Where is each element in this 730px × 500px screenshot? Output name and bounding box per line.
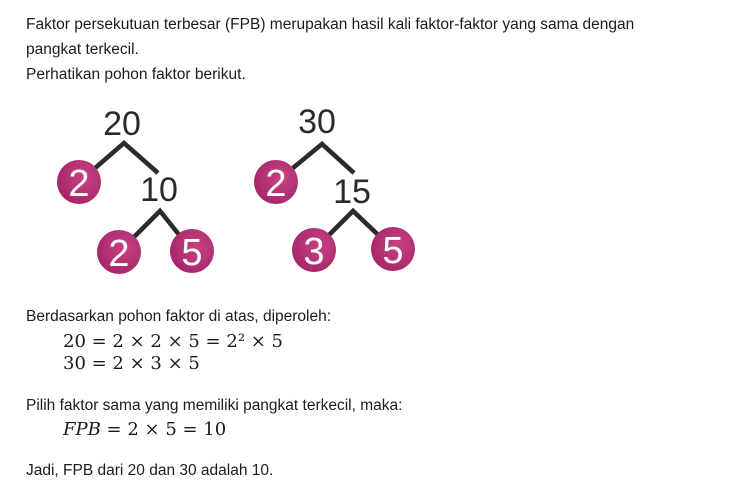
intro-line-definition-1: Faktor persekutuan terbesar (FPB) merupakan hasil kali faktor-faktor yang sama dengan [26, 16, 635, 33]
composite-number-label: 15 [333, 173, 371, 211]
final-statement: Jadi, FPB dari 20 dan 30 adalah 10. [26, 462, 274, 479]
composite-number-label: 10 [140, 171, 178, 209]
intro-line-instruction: Perhatikan pohon faktor berikut. [26, 66, 246, 83]
prime-factor-value: 3 [303, 231, 325, 273]
composite-number-label: 30 [298, 103, 336, 141]
composite-number-label: 20 [103, 105, 141, 143]
prime-factor-value: 5 [382, 230, 404, 272]
fpb-equation [63, 418, 226, 442]
intro-line-definition-2: pangkat terkecil. [26, 41, 139, 58]
prime-factor-value: 5 [181, 232, 203, 274]
factorization-of-30: 30 = 2 × 3 × 5 [63, 353, 200, 374]
factorization-of-20: 20 = 2 × 2 × 5 = 2² × 5 [63, 331, 284, 352]
intro-text [26, 12, 634, 87]
fpb-equation-value: = 2 × 5 = 10 [100, 419, 227, 440]
factor-tree-20 [57, 105, 214, 275]
fpb-symbol: FPB [63, 419, 101, 440]
selection-instruction: Pilih faktor sama yang memiliki pangkat terkecil, maka: [26, 397, 403, 414]
prime-factor-value: 2 [265, 163, 287, 205]
derivation-heading: Berdasarkan pohon faktor di atas, diperoleh: [26, 308, 332, 325]
factor-tree-30 [254, 103, 415, 273]
prime-factor-value: 2 [68, 163, 90, 205]
prime-factor-value: 2 [108, 233, 130, 275]
factor-tree-diagram [0, 95, 440, 290]
